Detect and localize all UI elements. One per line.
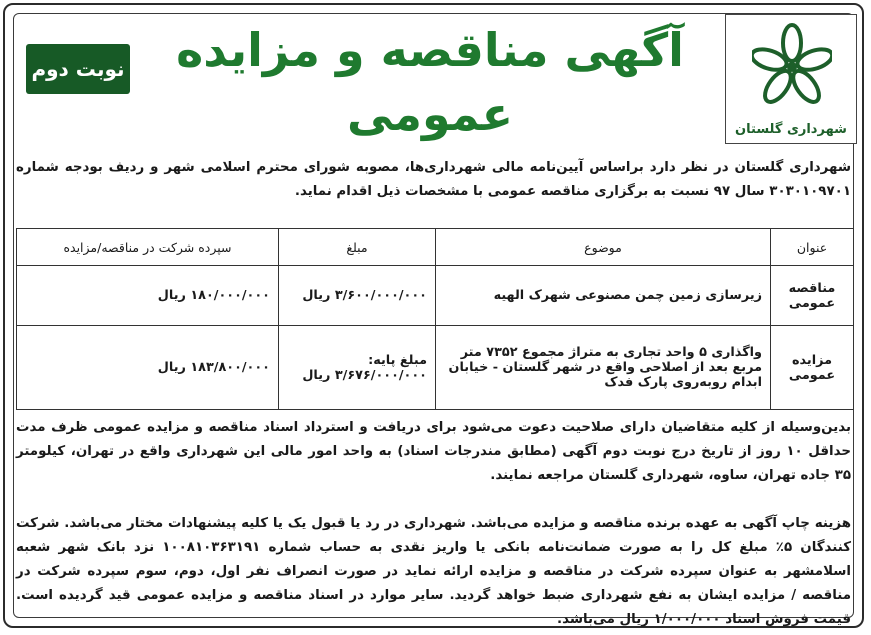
page-title: آگهی مناقصه و مزایده عمومی <box>176 23 684 141</box>
row-deposit: ۱۸۰/۰۰۰/۰۰۰ ریال <box>17 266 279 326</box>
row-subject: زیرسازی زمین چمن مصنوعی شهرک الهیه <box>436 266 771 326</box>
header-amount: مبلغ <box>279 229 436 266</box>
row-type: مزایده عمومی <box>771 326 854 410</box>
logo-text: شهرداری گلستان <box>735 122 847 137</box>
header-deposit: سپرده شرکت در مناقصه/مزایده <box>17 229 279 266</box>
row-amount: مبلغ پایه: ۳/۶۷۶/۰۰۰/۰۰۰ ریال <box>279 326 436 410</box>
row-type: مناقصه عمومی <box>771 266 854 326</box>
flower-logo-icon <box>752 21 832 113</box>
tender-table <box>16 228 854 410</box>
intro-paragraph: شهرداری گلستان در نظر دارد براساس آیین‌نامه مالی شهرداری‌ها، مصوبه شورای محترم اسلامی شهر و ردیف بودجه شماره ۳۰۳۰۱۰۹۷۰۱ سال ۹۷ نسبت به برگزاری مناقصه عمومی با مشخصات ذیل اقدام نماید. <box>16 160 851 199</box>
row-deposit: ۱۸۳/۸۰۰/۰۰۰ ریال <box>17 326 279 410</box>
row-subject: واگذاری ۵ واحد تجاری به متراژ مجموع ۷۳۵۲ متر مربع بعد از اصلاحی واقع در شهر گلستان - خیابان ابدام روبه‌روی پارک فدک <box>436 326 771 410</box>
table-row <box>17 326 854 410</box>
header-type: عنوان <box>771 229 854 266</box>
terms-paragraph: هزینه چاپ آگهی به عهده برنده مناقصه و مزایده می‌باشد. شهرداری در رد یا قبول یک یا کلیه پیشنهادات مختار می‌باشد. شرکت کنندگان ۵٪ مبلغ کل را به صورت ضمانت‌نامه بانکی یا واریز نقدی به حساب شماره ۱۰۰۸۱۰۳۶۳۱۹۱ نزد بانک شهر شعبه اسلامشهر به عنوان سپرده شرکت در مناقصه و مزایده ارائه نماید در صورت انصراف نفر اول، دوم، سوم سپرده شرکت در مناقصه / مزایده ایشان به نفع شهرداری ضبط خواهد گردید. سایر موارد در اسناد مناقصه و مزایده عمومی قید گردیده است. قیمت فروش اسناد ۱/۰۰۰/۰۰۰ ریال می‌باشد. <box>16 516 851 627</box>
second-round-badge: نوبت دوم <box>26 44 130 94</box>
row-amount: ۳/۶۰۰/۰۰۰/۰۰۰ ریال <box>279 266 436 326</box>
table-row <box>17 266 854 326</box>
table-header-row <box>17 229 854 266</box>
invitation-paragraph: بدین‌وسیله از کلیه متقاضیان دارای صلاحیت دعوت می‌شود برای دریافت و استرداد اسناد مناقصه و مزایده عمومی ظرف مدت حداقل ۱۰ روز از تاریخ درج نوبت دوم آگهی (مطابق مندرجات اسناد) به واحد امور مالی این شهرداری واقع در تهران، کیلومتر ۳۵ جاده تهران، ساوه، شهرداری گلستان مراجعه نمایند. <box>16 420 852 483</box>
header-subject: موضوع <box>436 229 771 266</box>
municipality-logo <box>725 14 857 144</box>
